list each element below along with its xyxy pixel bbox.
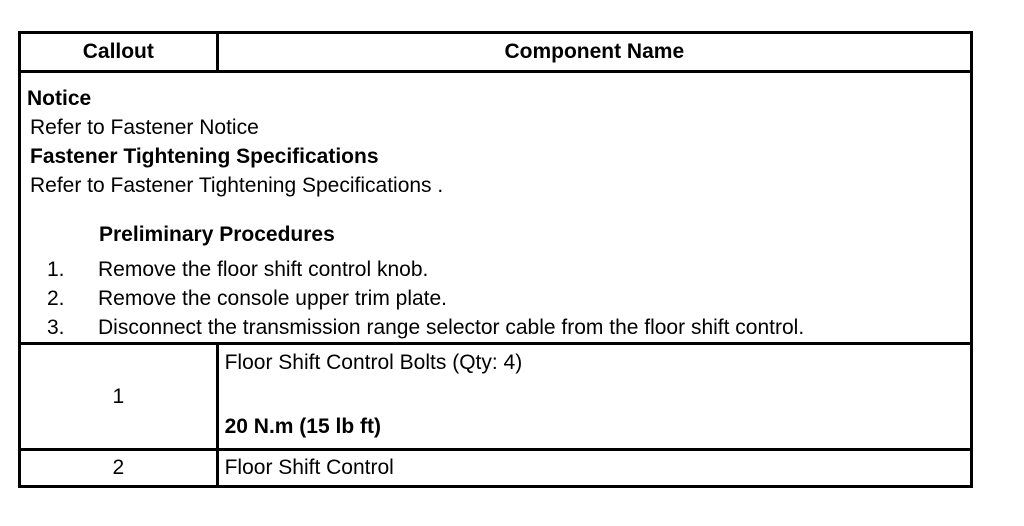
torque-spec: 20 N.m (15 lb ft) bbox=[224, 415, 381, 438]
preliminary-steps bbox=[27, 255, 970, 342]
callout-number: 1 bbox=[20, 344, 218, 450]
step-text: Remove the console upper trim plate. bbox=[98, 287, 448, 310]
header-callout: Callout bbox=[20, 33, 218, 72]
step-number: 1. bbox=[47, 258, 65, 281]
step-number: 3. bbox=[47, 316, 65, 339]
component-name: Floor Shift Control bbox=[224, 456, 394, 479]
spec-text: Refer to Fastener Tightening Specifications . bbox=[30, 174, 444, 197]
notice-row bbox=[20, 72, 972, 344]
component-table bbox=[18, 31, 973, 488]
step-item bbox=[27, 313, 970, 342]
table-row bbox=[20, 344, 972, 450]
step-number: 2. bbox=[47, 287, 65, 310]
spec-title: Fastener Tightening Specifications bbox=[30, 145, 379, 168]
notice-title: Notice bbox=[27, 87, 92, 110]
step-text: Remove the floor shift control knob. bbox=[98, 258, 429, 281]
component-name: Floor Shift Control Bolts (Qty: 4) bbox=[224, 351, 523, 374]
step-item bbox=[27, 255, 970, 284]
component-name-cell bbox=[217, 344, 971, 450]
callout-number: 2 bbox=[20, 450, 218, 487]
step-text: Disconnect the transmission range selector cable from the floor shift control. bbox=[98, 316, 805, 339]
table-row bbox=[20, 450, 972, 487]
preliminary-title: Preliminary Procedures bbox=[99, 223, 335, 246]
notice-cell bbox=[20, 72, 972, 344]
notice-text: Refer to Fastener Notice bbox=[30, 116, 259, 139]
step-item bbox=[27, 284, 970, 313]
header-component-name: Component Name bbox=[217, 33, 971, 72]
table-header-row bbox=[20, 33, 972, 72]
component-name-cell bbox=[217, 450, 971, 487]
